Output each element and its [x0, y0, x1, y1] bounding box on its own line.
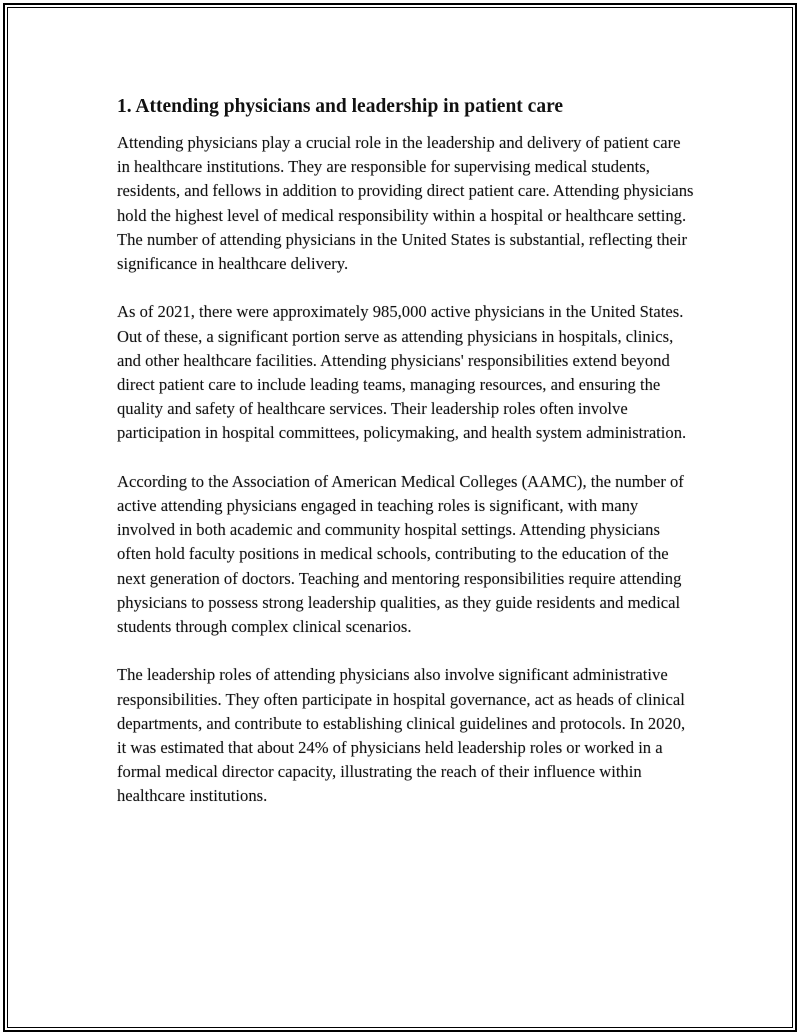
paragraph-2: As of 2021, there were approximately 985,000 active physicians in the United States. Out of these, a significant portion serve as attending physicians in hospitals, clinics, and other healthcare facilities. Attending physicians' responsibilities extend beyond direct patient care to include leading teams, managing resources, and ensuring the quality and safety of healthcare services. Their leadership roles often involve participation in hospital committees, policymaking, and health system administration.: [117, 302, 687, 443]
paragraph-3: According to the Association of American Medical Colleges (AAMC), the number of active attending physicians engaged in teaching roles is significant, with many involved in both academic and community hospital settings. Attending physicians often hold faculty positions in medical schools, contributing to the education of the next generation of doctors. Teaching and mentoring responsibilities require attending physicians to possess strong leadership qualities, as they guide residents and medical students through complex clinical scenarios.: [117, 471, 684, 637]
paragraph-4: The leadership roles of attending physicians also involve significant administrative responsibilities. They often participate in hospital governance, act as heads of clinical departments, and contribute to establishing clinical guidelines and protocols. In 2020, it was estimated that about 24% of physicians held leadership roles or worked in a formal medical director capacity, illustrating the reach of their influence within healthcare institutions.: [117, 665, 686, 806]
paragraph-1: Attending physicians play a crucial role in the leadership and delivery of patient care in healthcare institutions. They are responsible for supervising medical students, residents, and fellows in addition to providing direct patient care. Attending physicians hold the highest level of medical responsibility within a hospital or healthcare setting. The number of attending physicians in the United States is substantial, reflecting their significance in healthcare delivery.: [117, 133, 694, 274]
document-body: [117, 93, 697, 833]
section-heading: 1. Attending physicians and leadership in patient care: [117, 96, 564, 117]
